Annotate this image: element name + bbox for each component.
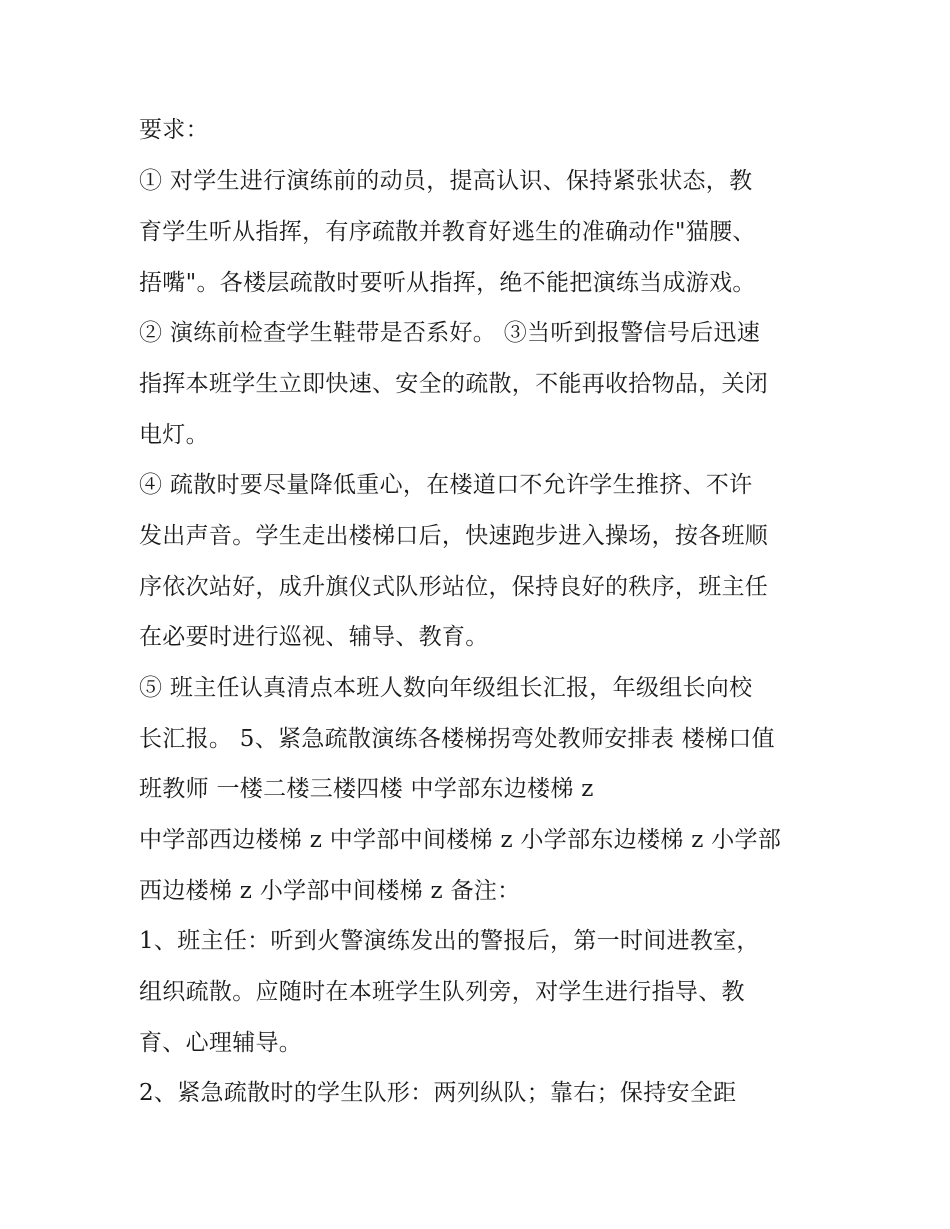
text-line: 班教师 一楼二楼三楼四楼 中学部东边楼梯 z bbox=[139, 776, 594, 802]
text-line: 在必要时进行巡视、辅导、教育。 bbox=[139, 624, 489, 650]
text-line: 发出声音。学生走出楼梯口后，快速跑步进入操场，按各班顺 bbox=[139, 523, 769, 549]
text-line: 组织疏散。应随时在本班学生队列旁，对学生进行指导、教 bbox=[139, 979, 745, 1005]
text-line: 中学部西边楼梯 z 中学部中间楼梯 z 小学部东边楼梯 z 小学部 bbox=[139, 827, 782, 853]
text-line: 要求： bbox=[139, 117, 209, 143]
text-line: 育学生听从指挥，有序疏散并教育好逃生的准确动作"猫腰、 bbox=[139, 219, 756, 245]
text-line: 长汇报。 5、紧急疏散演练各楼梯拐弯处教师安排表 楼梯口值 bbox=[139, 726, 775, 752]
text-line: 西边楼梯 z 小学部中间楼梯 z 备注： bbox=[139, 878, 521, 904]
text-line: 1、班主任：听到火警演练发出的警报后，第一时间进教室， bbox=[139, 928, 760, 954]
text-line: ② 演练前检查学生鞋带是否系好。 ③当听到报警信号后迅速 bbox=[139, 320, 761, 346]
text-line: 电灯。 bbox=[139, 422, 209, 448]
text-line: 捂嘴"。各楼层疏散时要听从指挥，绝不能把演练当成游戏。 bbox=[139, 270, 756, 296]
text-line: 指挥本班学生立即快速、安全的疏散，不能再收拾物品，关闭 bbox=[139, 371, 769, 397]
text-line: ⑤ 班主任认真清点本班人数向年级组长汇报，年级组长向校 bbox=[139, 675, 753, 701]
text-line: 育、心理辅导。 bbox=[139, 1030, 303, 1056]
text-line: ④ 疏散时要尽量降低重心，在楼道口不允许学生推挤、不许 bbox=[139, 472, 753, 498]
text-line: 2、紧急疏散时的学生队形：两列纵队；靠右；保持安全距 bbox=[139, 1080, 737, 1106]
text-line: ① 对学生进行演练前的动员，提高认识、保持紧张状态，教 bbox=[139, 168, 753, 194]
text-line: 序依次站好，成升旗仪式队形站位，保持良好的秩序，班主任 bbox=[139, 574, 769, 600]
